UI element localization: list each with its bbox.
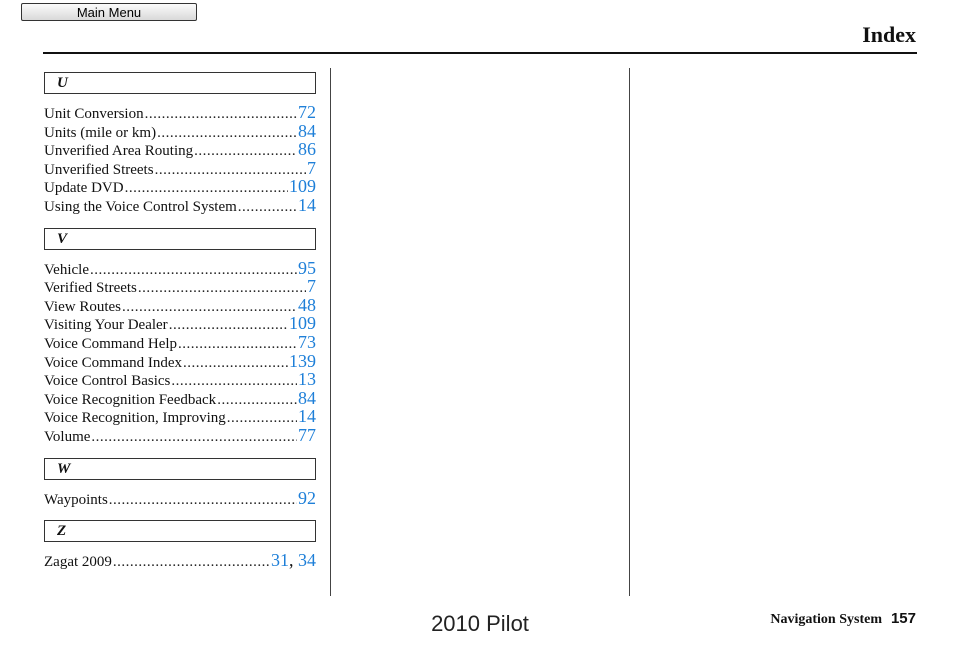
main-menu-button[interactable]: Main Menu (21, 3, 197, 21)
index-entry (44, 140, 316, 159)
page-link[interactable]: 109 (289, 313, 316, 334)
page-link[interactable]: 34 (298, 550, 316, 571)
dot-leader (171, 372, 297, 391)
index-entry (44, 103, 316, 122)
entry-list (44, 542, 316, 583)
index-entry (44, 196, 316, 215)
page-refs (298, 196, 316, 215)
entry-text: Voice Command Index (44, 354, 183, 371)
page-refs (289, 352, 316, 371)
dot-leader (157, 124, 297, 143)
page-refs (298, 259, 316, 278)
entry-text: Update DVD (44, 180, 124, 197)
page-link[interactable]: 109 (289, 176, 316, 197)
page-link[interactable]: 86 (298, 139, 316, 160)
page-link[interactable]: 31 (271, 550, 289, 571)
index-entry (44, 352, 316, 371)
dot-leader (122, 298, 297, 317)
dot-leader (138, 279, 306, 298)
entry-text: Vehicle (44, 261, 89, 278)
dot-leader (91, 428, 297, 447)
page-refs (298, 389, 316, 408)
page-refs (298, 122, 316, 141)
entry-list (44, 480, 316, 521)
index-column (44, 72, 316, 583)
entry-text: Zagat 2009 (44, 554, 112, 571)
dot-leader (227, 409, 297, 428)
page-link[interactable]: 13 (298, 369, 316, 390)
dot-leader (113, 553, 270, 572)
page-number: 157 (890, 610, 916, 627)
dot-leader (183, 354, 288, 373)
entry-text: View Routes (44, 298, 122, 315)
entry-list (44, 94, 316, 228)
page-refs (298, 489, 316, 508)
entry-text: Voice Recognition Feedback (44, 391, 217, 408)
page-link[interactable]: 14 (298, 406, 316, 427)
column-divider (629, 68, 630, 596)
index-entry (44, 159, 316, 178)
page-link[interactable]: 77 (298, 424, 316, 445)
entry-text: Unverified Area Routing (44, 143, 194, 160)
dot-leader (125, 179, 288, 198)
entry-text: Unit Conversion (44, 106, 144, 122)
section-letter-w: W (44, 458, 316, 480)
index-entry (44, 389, 316, 408)
dot-leader (145, 105, 297, 124)
index-entry (44, 551, 316, 570)
index-entry (44, 407, 316, 426)
entry-list (44, 250, 316, 458)
page-refs (298, 333, 316, 352)
entry-text: Waypoints (44, 491, 108, 508)
page-refs (307, 159, 316, 178)
page-refs (298, 370, 316, 389)
page-link[interactable]: 84 (298, 120, 316, 141)
page-link[interactable]: 14 (298, 194, 316, 215)
entry-text: Visiting Your Dealer (44, 317, 168, 334)
index-entry (44, 426, 316, 445)
index-entry (44, 333, 316, 352)
page-link[interactable]: 139 (289, 350, 316, 371)
page-refs (298, 407, 316, 426)
section-letter-v: V (44, 228, 316, 250)
index-entry (44, 296, 316, 315)
watermark-text: 2010 Pilot (431, 611, 529, 636)
page-refs (271, 551, 316, 570)
dot-leader (238, 198, 297, 217)
index-entry (44, 122, 316, 141)
index-entry (44, 177, 316, 196)
column-divider (330, 68, 331, 596)
index-entry (44, 370, 316, 389)
page-refs (298, 140, 316, 159)
entry-text: Volume (44, 428, 91, 445)
entry-text: Voice Command Help (44, 335, 178, 352)
page-refs (298, 296, 316, 315)
index-entry (44, 489, 316, 508)
dot-leader (155, 161, 306, 180)
dot-leader (109, 491, 297, 510)
page-title: Index (862, 22, 916, 47)
page-refs (298, 426, 316, 445)
dot-leader (178, 335, 297, 354)
page-link[interactable]: 48 (298, 294, 316, 315)
section-letter-u: U (44, 72, 316, 94)
page-refs (289, 177, 316, 196)
dot-leader (194, 142, 297, 161)
entry-text: Using the Voice Control System (44, 198, 237, 215)
page-refs (289, 314, 316, 333)
page-link[interactable]: 7 (307, 157, 316, 178)
entry-text: Unverified Streets (44, 161, 154, 178)
page-refs (298, 103, 316, 122)
page-link[interactable]: 7 (307, 276, 316, 297)
index-entry (44, 314, 316, 333)
index-entry (44, 259, 316, 278)
page-link[interactable]: 92 (298, 487, 316, 508)
dot-leader (217, 391, 297, 410)
entry-text: Voice Recognition, Improving (44, 410, 226, 427)
dot-leader (169, 316, 288, 335)
header-rule (43, 52, 917, 54)
dot-leader (90, 261, 297, 280)
page-link[interactable]: 72 (298, 102, 316, 122)
page-link[interactable]: 84 (298, 387, 316, 408)
footer-label: Navigation System (770, 612, 882, 627)
page-link[interactable]: 73 (298, 331, 316, 352)
entry-text: Voice Control Basics (44, 373, 171, 390)
page-link[interactable]: 95 (298, 257, 316, 278)
entry-text: Verified Streets (44, 280, 137, 297)
section-letter-z: Z (44, 520, 316, 542)
page-refs (307, 277, 316, 296)
index-entry (44, 277, 316, 296)
page-separator: , (289, 550, 298, 571)
entry-text: Units (mile or km) (44, 124, 157, 141)
